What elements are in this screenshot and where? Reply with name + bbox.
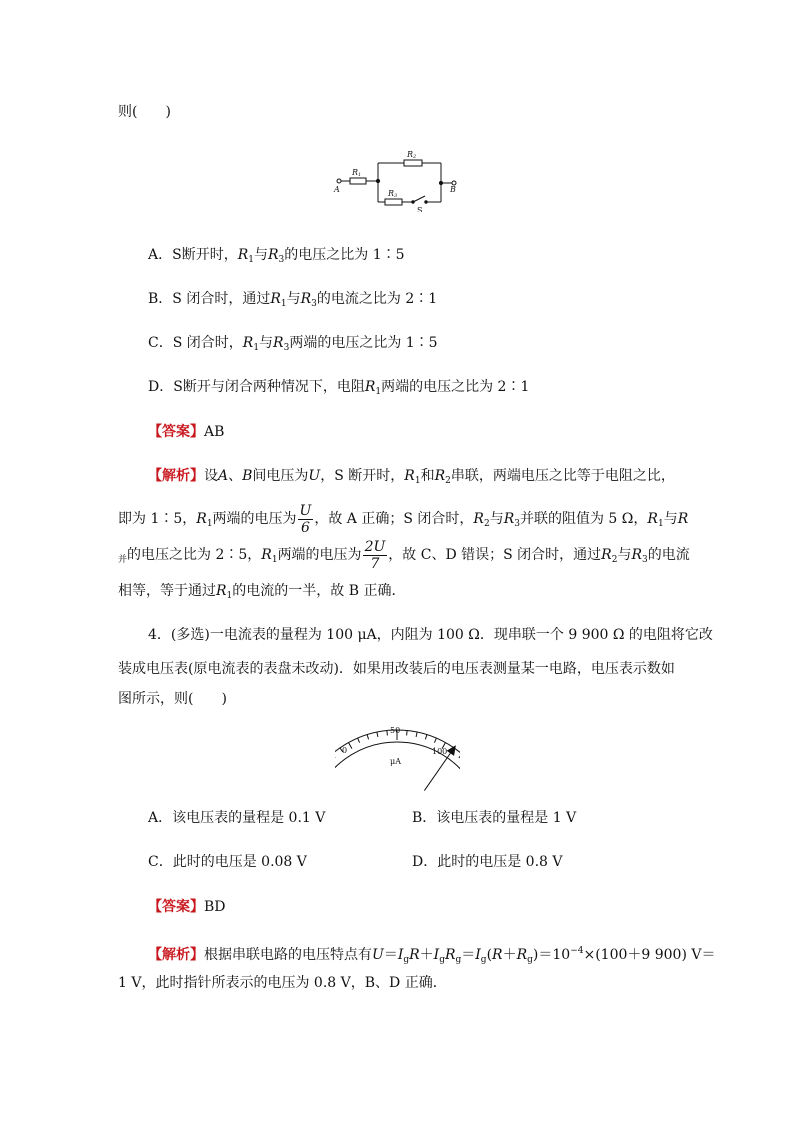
meter-tick — [425, 735, 426, 740]
terminal-b-label: B — [450, 185, 456, 194]
meter-tick — [367, 735, 368, 740]
q3-analysis-line-3: $_并$的电压之比为 2∶5，$R_1$两端的电压为 $\frac{2U}{7}$ ，故 C、D 错误；S 闭合时，通过$R_2$与$R_3$的电流 — [118, 538, 690, 572]
meter-max-label: 100 — [432, 747, 448, 756]
q4-option-a[interactable]: A．该电压表的量程是 0.1 V — [148, 810, 326, 826]
q3-option-c[interactable]: C．S 闭合时，$R_1$与$R_3$两端的电压之比为 1∶5 — [148, 335, 438, 353]
q4-answer: 【答案】BD — [148, 899, 226, 915]
q4-stem-line-3: 图所示，则( ) — [118, 691, 227, 707]
question-3-tail: 则( ) — [118, 104, 171, 120]
q4-stem-line-1: 4．(多选)一电流表的量程为 100 μA，内阻为 100 Ω．现串联一个 9 900 Ω 的电阻将它改 — [148, 627, 713, 643]
meter-tick — [407, 731, 408, 736]
q4-analysis-line-2: 1 V，此时指针所表示的电压为 0.8 V，B、D 正确． — [118, 975, 447, 991]
meter-tick — [358, 738, 360, 743]
fraction-2u-over-7: $\frac{2U}{7}$ — [364, 538, 386, 572]
meter-min-label: 0 — [342, 746, 348, 755]
meter-unit-label: μA — [390, 757, 401, 766]
q3-option-b[interactable]: B．S 闭合时，通过$R_1$与$R_3$的电流之比为 2∶1 — [148, 291, 438, 309]
meter-tick — [416, 732, 417, 737]
q3-analysis-line-2: 即为 1∶5，$R_1$两端的电压为 $\frac{U}{6}$ ，故 A 正确；S 闭合时，$R_2$与$R_3$并联的阻值为 5 Ω，$R_1$与R — [118, 502, 689, 536]
q4-stem-line-2: 装成电压表(原电流表的表盘未改动)．如果用改装后的电压表测量某一电路，电压表示数如 — [118, 661, 675, 677]
r2-label: R2 — [407, 150, 417, 160]
switch-label: S — [417, 206, 423, 212]
fraction-u-over-6: $\frac{U}{6}$ — [299, 502, 312, 536]
q3-option-d[interactable]: D．S断开与闭合两种情况下，电阻$R_1$两端的电压之比为 2∶1 — [148, 379, 530, 397]
r1-label: R1 — [352, 168, 362, 178]
meter-tick — [377, 732, 378, 737]
q3-analysis-line-1: 【解析】设A、B间电压为U，S 断开时，$R_1$和$R_2$串联，两端电压之比等于电阻之比， — [148, 468, 675, 486]
terminal-a-label: A — [334, 185, 340, 194]
r3-label: R3 — [388, 189, 398, 199]
meter-tick — [459, 754, 460, 758]
q3-option-a[interactable]: A．S断开时，$R_1$与$R_3$的电压之比为 1∶5 — [148, 247, 405, 265]
q3-answer: 【答案】AB — [148, 424, 225, 440]
meter-tick — [387, 731, 388, 736]
q4-option-d[interactable]: D．此时的电压是 0.8 V — [412, 854, 563, 870]
circuit-diagram — [328, 148, 468, 212]
meter-tick — [434, 738, 436, 743]
ammeter-dial — [335, 722, 460, 792]
q3-analysis-line-4: 相等，等于通过$R_1$的电流的一半，故 B 正确． — [118, 583, 406, 601]
q4-option-c[interactable]: C．此时的电压是 0.08 V — [148, 854, 307, 870]
meter-needle-head — [448, 746, 456, 755]
q4-option-b[interactable]: B．该电压表的量程是 1 V — [412, 810, 577, 826]
meter-mid-label: 50 — [390, 726, 401, 735]
meter-tick — [349, 743, 352, 749]
q4-analysis-line-1: 【解析】根据串联电路的电压特点有$U=I_gR+I_gR_g=I_g(R+R_g)=10^{-4}\times(100+9$ 900) V＝ — [148, 946, 716, 965]
